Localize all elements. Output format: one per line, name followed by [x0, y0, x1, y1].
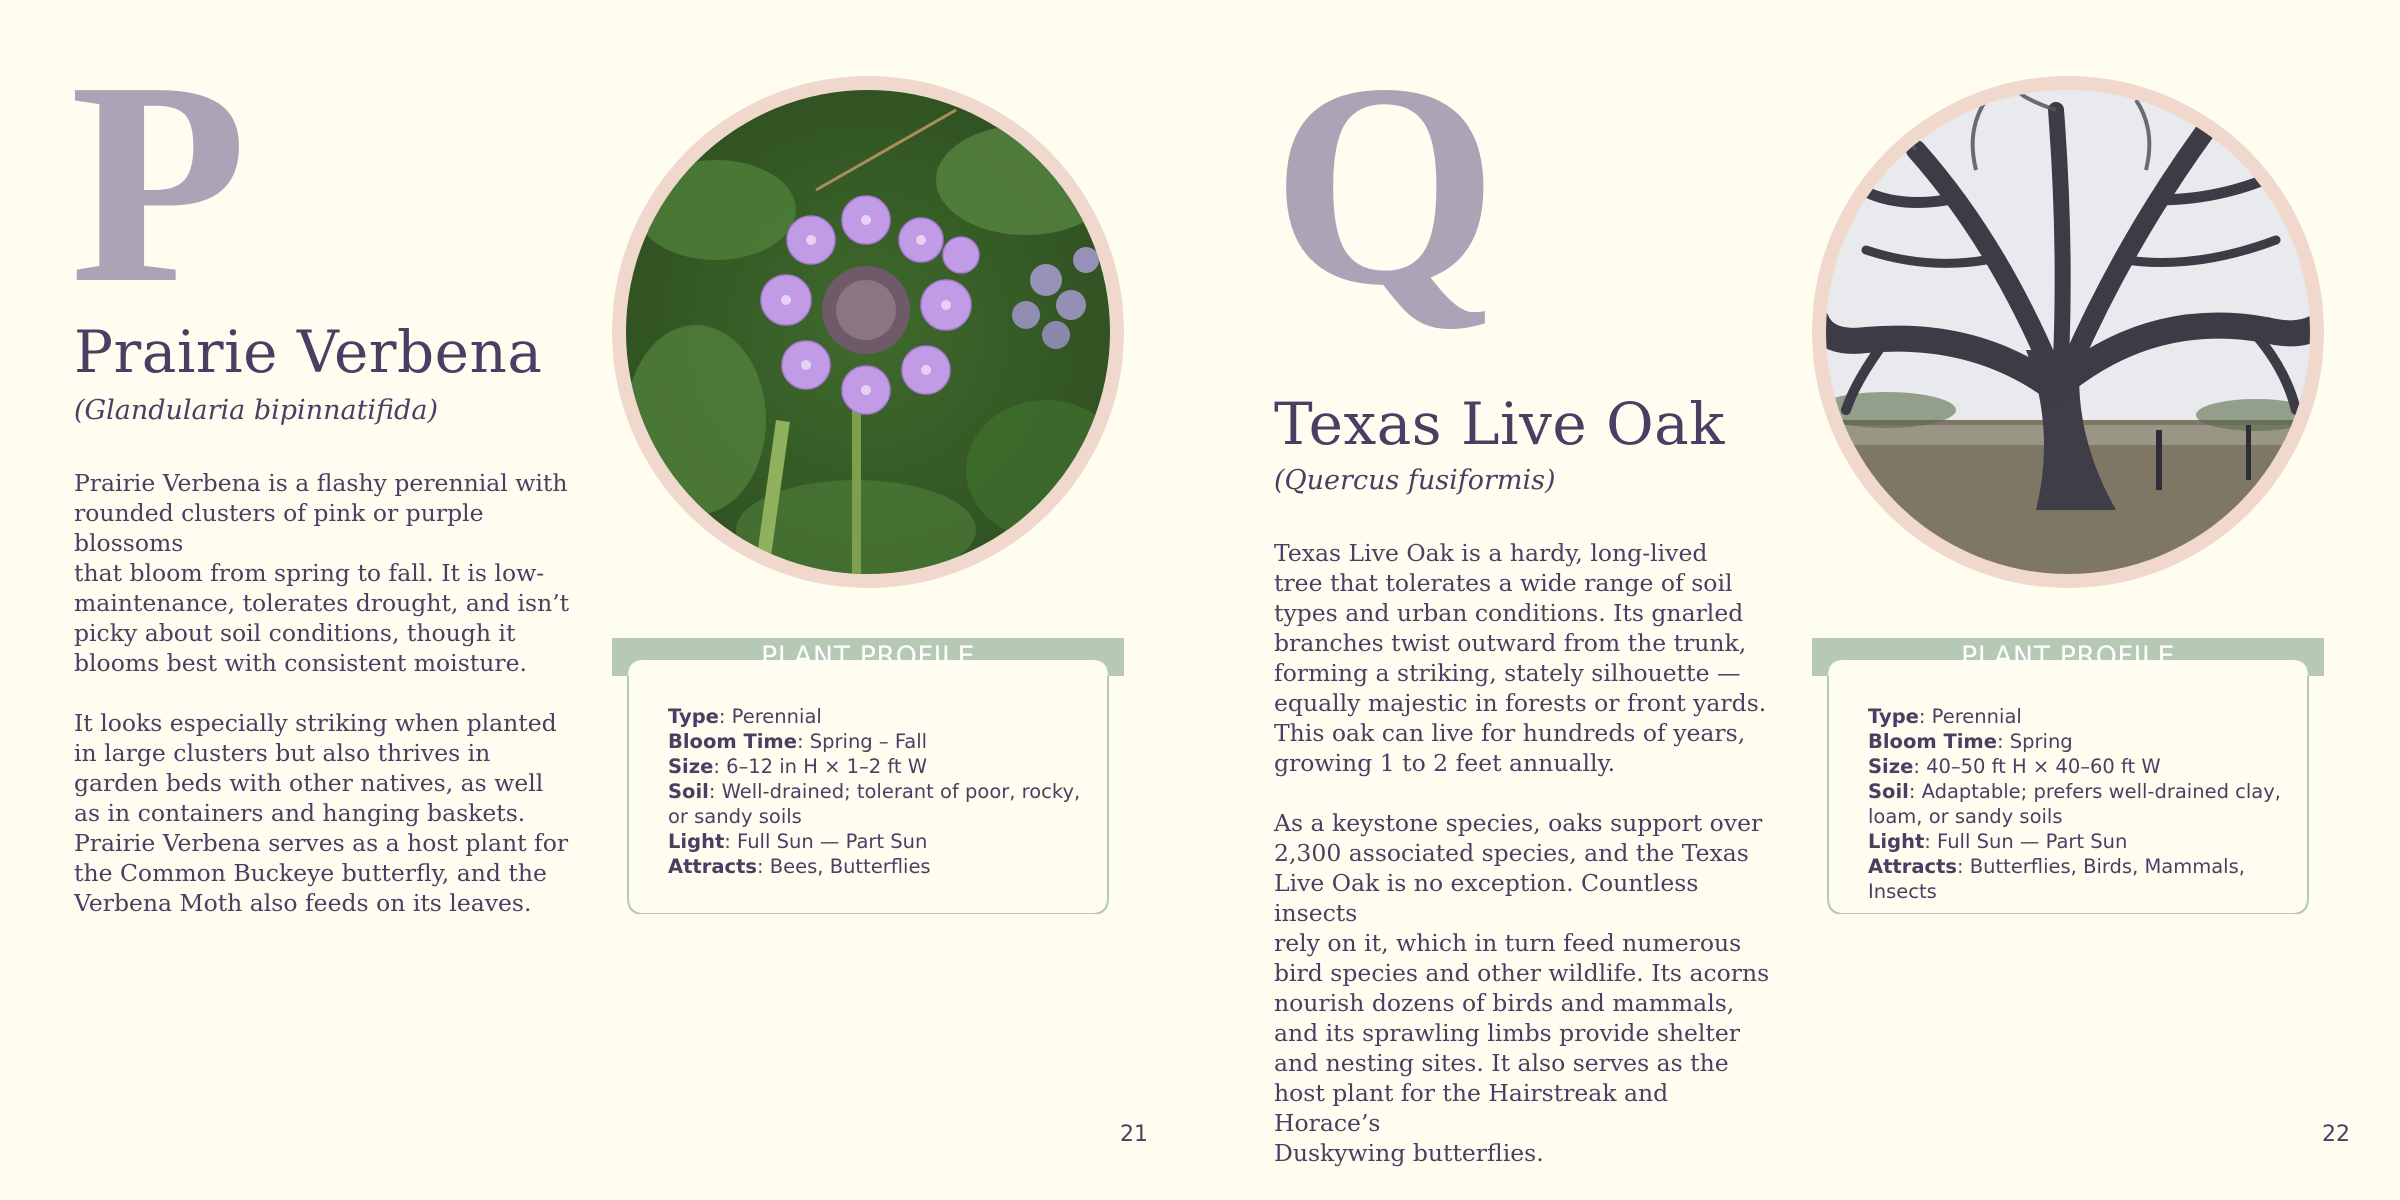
profile-size [1868, 754, 2298, 779]
plant-profile-card [1812, 638, 2324, 914]
plant-profile-card [612, 638, 1124, 914]
plant-title: Texas Live Oak [1274, 390, 1725, 458]
profile-label: Light [668, 830, 725, 853]
profile-label: Soil [668, 780, 709, 803]
profile-header: PLANT PROFILE [1960, 641, 2176, 672]
live-oak-photo [1826, 90, 2310, 574]
profile-value: : Spring – Fall [796, 730, 928, 753]
profile-value: : Spring [1996, 730, 2073, 753]
profile-attracts [1868, 854, 2298, 904]
profile-label: Bloom Time [668, 730, 797, 753]
plant-title: Prairie Verbena [74, 318, 543, 386]
profile-label: Type [668, 705, 719, 728]
profile-light [1868, 829, 2298, 854]
plant-photo-frame [1812, 76, 2324, 588]
profile-value: : Butterflies, Birds, Mammals, Insects [1868, 855, 2245, 903]
profile-list [668, 704, 1098, 879]
page-number: 21 [1120, 1122, 1148, 1147]
profile-attracts [668, 854, 1098, 879]
profile-list [1868, 704, 2298, 904]
profile-label: Size [1868, 755, 1914, 778]
profile-value: : 40–50 ft H × 40–60 ft W [1913, 755, 2161, 778]
profile-label: Soil [1868, 780, 1909, 803]
description-paragraph: Prairie Verbena is a flashy perennial with rounded clusters of pink or purple blossoms that bloom from spring to fall. It is low- maintenance, tolerates drought, and isn’t picky about soil conditions, though it blooms best with consistent moisture. [74, 469, 570, 677]
verbena-photo [626, 90, 1110, 574]
profile-soil [668, 779, 1098, 829]
profile-value: : Well-drained; tolerant of poor, rocky, or sandy soils [668, 780, 1081, 828]
scientific-name: (Quercus fusiformis) [1274, 465, 1556, 496]
profile-label: Attracts [668, 855, 757, 878]
profile-value: : 6–12 in H × 1–2 ft W [713, 755, 928, 778]
profile-header: PLANT PROFILE [760, 641, 976, 672]
profile-label: Attracts [1868, 855, 1957, 878]
profile-label: Type [1868, 705, 1919, 728]
description [74, 468, 594, 948]
description-paragraph: As a keystone species, oaks support over 2,300 associated species, and the Texas Live Oak is no exception. Countless insects rely on it, which in turn feed numerous bird species and other wildlife. Its acorns nourish dozens of birds and mammals, and its sprawling limbs provide shelter and nesting sites. It also serves as the host plant for the Hairstreak and Horace’s Duskywing butterflies. [1274, 809, 1770, 1167]
profile-value: : Full Sun — Part Sun [724, 830, 928, 853]
description-paragraph: Texas Live Oak is a hardy, long-lived tree that tolerates a wide range of soil types and urban conditions. Its gnarled branches twist outward from the trunk, forming a striking, stately silhouette — equally majestic in forests or front yards. This oak can live for hundreds of years, growing 1 to 2 feet annually. [1274, 539, 1767, 777]
drop-letter: P [70, 22, 248, 343]
profile-value: : Bees, Butterflies [757, 855, 931, 878]
profile-size [668, 754, 1098, 779]
page-number: 22 [2322, 1122, 2350, 1147]
description-paragraph: It looks especially striking when planted in large clusters but also thrives in garden beds with other natives, as well as in containers and hanging baskets. Prairie Verbena serves as a host plant for the Common Buckeye butterfly, and the Verbena Moth also feeds on its leaves. [74, 709, 569, 917]
right-page [1200, 0, 2400, 1200]
plant-photo-frame [612, 76, 1124, 588]
profile-type [1868, 704, 2298, 729]
profile-label: Size [668, 755, 714, 778]
profile-label: Light [1868, 830, 1925, 853]
profile-bloom-time [668, 729, 1098, 754]
scientific-name: (Glandularia bipinnatifida) [74, 395, 438, 426]
profile-value: : Perennial [718, 705, 822, 728]
profile-value: : Perennial [1918, 705, 2022, 728]
profile-label: Bloom Time [1868, 730, 1997, 753]
profile-type [668, 704, 1098, 729]
profile-bloom-time [1868, 729, 2298, 754]
drop-letter: Q [1272, 24, 1498, 345]
profile-value: : Adaptable; prefers well-drained clay, loam, or sandy soils [1868, 780, 2281, 828]
description [1274, 538, 1774, 1198]
profile-value: : Full Sun — Part Sun [1924, 830, 2128, 853]
profile-light [668, 829, 1098, 854]
profile-soil [1868, 779, 2298, 829]
